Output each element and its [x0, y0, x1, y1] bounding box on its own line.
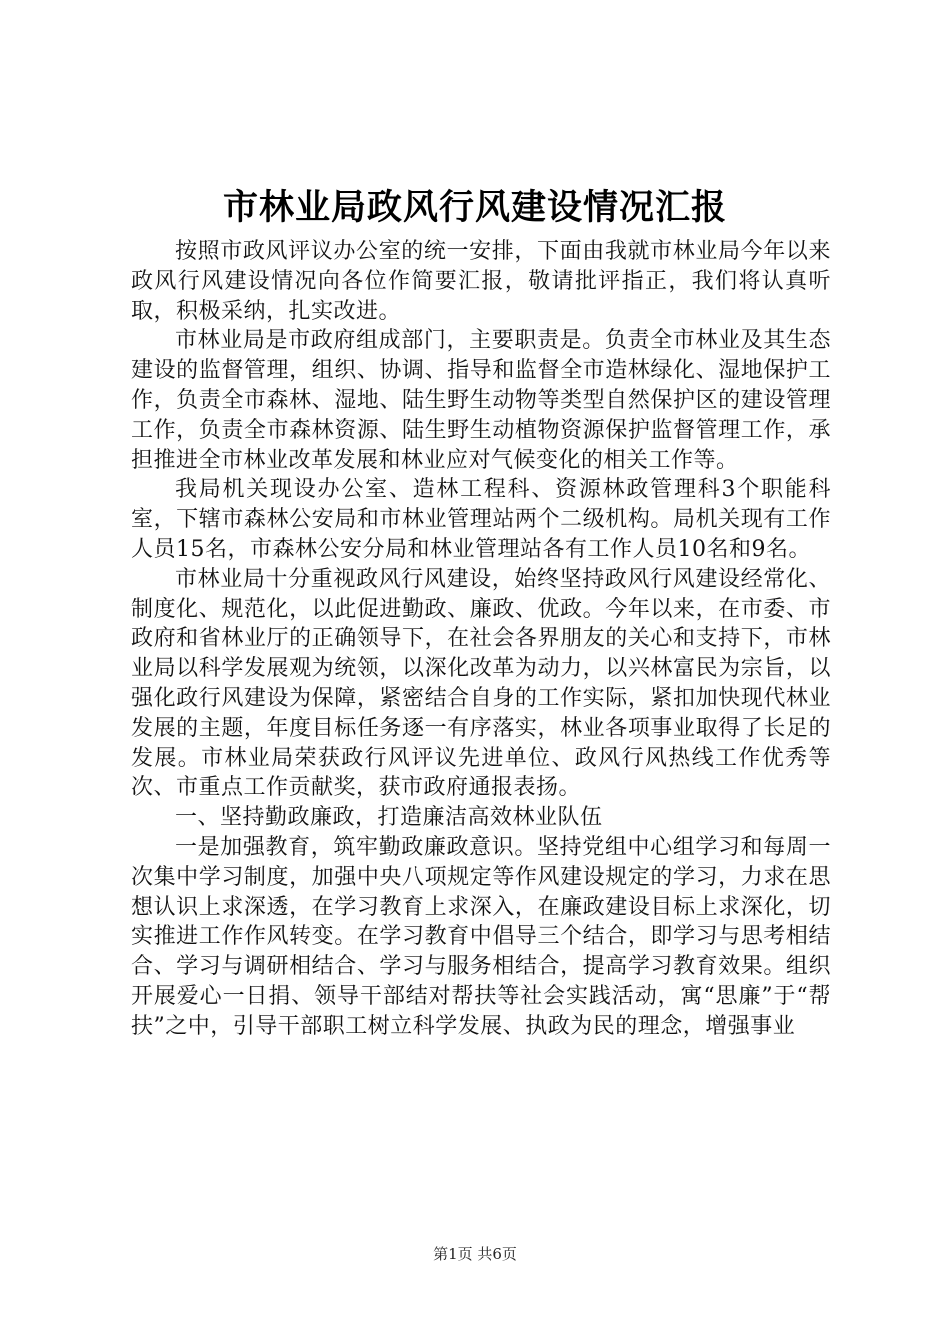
document-title: 市林业局政风行风建设情况汇报 — [222, 187, 727, 228]
paragraph-organization: 我局机关现设办公室、造林工程科、资源林政管理科3个职能科室，下辖市森林公安局和市林业管理站两个二级机构。局机关现有工作人员15名，市森林公安分局和林业管理站各有工作人员10名和9名。 — [131, 477, 831, 562]
document-body — [131, 237, 831, 1042]
page-footer: 第1页 共6页 — [433, 1245, 517, 1263]
paragraph-overview: 市林业局十分重视政风行风建设，始终坚持政风行风建设经常化、制度化、规范化，以此促进勤政、廉政、优政。今年以来，在市委、市政府和省林业厅的正确领导下，在社会各界朋友的关心和支持下，市林业局以科学发展观为统领，以深化改革为动力，以兴林富民为宗旨，以强化政行风建设为保障，紧密结合自身的工作实际，紧扣加快现代林业发展的主题，年度目标任务逐一有序落实，林业各项事业取得了长足的发展。市林业局荣获政行风评议先进单位、政风行风热线工作优秀等次、市重点工作贡献奖，获市政府通报表扬。 — [131, 566, 831, 801]
section-heading-1: 一、坚持勤政廉政，打造廉洁高效林业队伍 — [175, 805, 603, 831]
paragraph-intro: 按照市政风评议办公室的统一安排，下面由我就市林业局今年以来政风行风建设情况向各位作简要汇报，敬请批评指正，我们将认真听取，积极采纳，扎实改进。 — [131, 239, 831, 324]
paragraph-education: 一是加强教育，筑牢勤政廉政意识。坚持党组中心组学习和每周一次集中学习制度，加强中央八项规定等作风建设规定的学习，力求在思想认识上求深透，在学习教育上求深入，在廉政建设目标上求深化，切实推进工作作风转变。在学习教育中倡导三个结合，即学习与思考相结合、学习与调研相结合、学习与服务相结合，提高学习教育效果。组织开展爱心一日捐、领导干部结对帮扶等社会实践活动，寓“思廉”于“帮扶”之中，引导干部职工树立科学发展、执政为民的理念，增强事业 — [131, 834, 831, 1039]
paragraph-duties: 市林业局是市政府组成部门，主要职责是。负责全市林业及其生态建设的监督管理，组织、协调、指导和监督全市造林绿化、湿地保护工作，负责全市森林、湿地、陆生野生动物等类型自然保护区的建设管理工作，负责全市森林资源、陆生野生动植物资源保护监督管理工作，承担推进全市林业改革发展和林业应对气候变化的相关工作等。 — [131, 328, 831, 473]
